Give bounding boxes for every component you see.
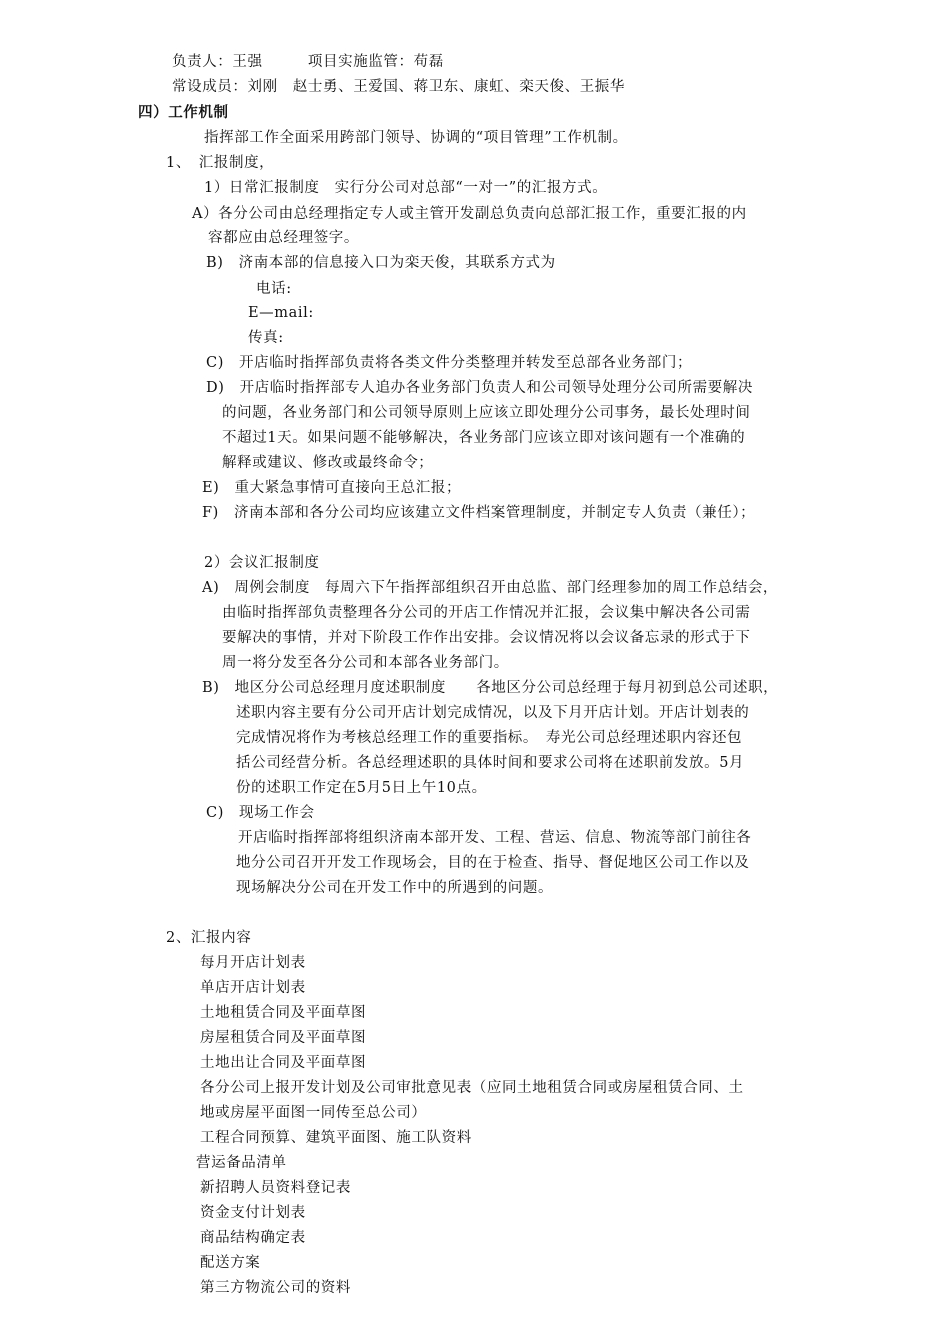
report-item: 新招聘人员资料登记表 bbox=[200, 1180, 351, 1196]
meeting-c: C) 现场工作会 bbox=[206, 805, 315, 821]
meeting-a-line3: 要解决的事情，并对下阶段工作作出安排。会议情况将以会议备忘录的形式于下 bbox=[222, 630, 751, 646]
item2-heading: 2、汇报内容 bbox=[166, 930, 252, 946]
meeting-b-line5: 份的述职工作定在5月5日上午10点。 bbox=[236, 780, 487, 796]
report-item: 各分公司上报开发计划及公司审批意见表（应同土地租赁合同或房屋租赁合同、土 bbox=[200, 1080, 744, 1096]
daily-a-line1: A）各分公司由总经理指定专人或主管开发副总负责向总部汇报工作，重要汇报的内 bbox=[192, 206, 747, 222]
meeting-b-line1: B) 地区分公司总经理月度述职制度 各地区分公司总经理于每月初到总公司述职， bbox=[202, 680, 779, 696]
daily-b: B) 济南本部的信息接入口为栾天俊，其联系方式为 bbox=[206, 255, 556, 271]
report-item: 房屋租赁合同及平面草图 bbox=[200, 1030, 367, 1046]
item1-heading: 1、 汇报制度， bbox=[166, 155, 275, 171]
meeting-report-heading: 2）会议汇报制度 bbox=[204, 555, 320, 571]
meeting-c-line3: 现场解决分公司在开发工作中的所遇到的问题。 bbox=[236, 880, 554, 896]
daily-d-line1: D) 开店临时指挥部专人追办各业务部门负责人和公司领导处理分公司所需要解决 bbox=[206, 380, 753, 396]
meeting-b-line2: 述职内容主要有分公司开店计划完成情况，以及下月开店计划。开店计划表的 bbox=[236, 705, 750, 721]
report-item: 土地租赁合同及平面草图 bbox=[200, 1005, 367, 1021]
meeting-b-line3: 完成情况将作为考核总经理工作的重要指标。 寿光公司总经理述职内容还包 bbox=[236, 730, 743, 746]
members-line: 常设成员：刘刚 赵士勇、王爱国、蒋卫东、康虹、栾天俊、王振华 bbox=[172, 79, 625, 95]
meeting-a-line2: 由临时指挥部负责整理各分公司的开店工作情况并汇报，会议集中解决各公司需 bbox=[222, 605, 751, 621]
report-item: 营运备品清单 bbox=[196, 1155, 287, 1171]
section-intro: 指挥部工作全面采用跨部门领导、协调的“项目管理”工作机制。 bbox=[204, 130, 628, 146]
report-item: 土地出让合同及平面草图 bbox=[200, 1055, 367, 1071]
meeting-c-line2: 地分公司召开开发工作现场会，目的在于检查、指导、督促地区公司工作以及 bbox=[236, 855, 750, 871]
daily-c: C) 开店临时指挥部负责将各类文件分类整理并转发至总部各业务部门； bbox=[206, 355, 693, 371]
meeting-a-line4: 周一将分发至各分公司和本部各业务部门。 bbox=[222, 655, 509, 671]
fax-label: 传真: bbox=[248, 330, 284, 346]
report-item: 资金支付计划表 bbox=[200, 1205, 306, 1221]
meeting-b-line4: 括公司经营分析。各总经理述职的具体时间和要求公司将在述职前发放。5月 bbox=[236, 755, 745, 771]
report-item-continuation: 地或房屋平面图一同传至总公司） bbox=[200, 1105, 427, 1121]
meeting-a-line1: A) 周例会制度 每周六下午指挥部组织召开由总监、部门经理参加的周工作总结会， bbox=[202, 580, 779, 596]
report-item: 每月开店计划表 bbox=[200, 955, 306, 971]
responsible-line: 负责人：王强 项目实施监管：苟磊 bbox=[172, 54, 444, 70]
email-label: E—mail: bbox=[248, 305, 314, 321]
report-item: 配送方案 bbox=[200, 1255, 261, 1271]
daily-d-line2: 的问题，各业务部门和公司领导原则上应该立即处理分公司事务，最长处理时间 bbox=[222, 405, 751, 421]
report-item: 商品结构确定表 bbox=[200, 1230, 306, 1246]
report-item: 第三方物流公司的资料 bbox=[200, 1280, 351, 1296]
daily-d-line4: 解释或建议、修改或最终命令； bbox=[222, 455, 434, 471]
daily-report-heading: 1）日常汇报制度 实行分公司对总部“一对一”的汇报方式。 bbox=[204, 180, 608, 196]
daily-e: E) 重大紧急事情可直接向王总汇报； bbox=[202, 480, 462, 496]
daily-f: F) 济南本部和各分公司均应该建立文件档案管理制度，并制定专人负责（兼任）； bbox=[202, 505, 756, 521]
meeting-c-line1: 开店临时指挥部将组织济南本部开发、工程、营运、信息、物流等部门前往各 bbox=[238, 830, 752, 846]
phone-label: 电话: bbox=[256, 281, 292, 297]
daily-a-line2: 容都应由总经理签字。 bbox=[208, 230, 359, 246]
daily-d-line3: 不超过1天。如果问题不能够解决，各业务部门应该立即对该问题有一个准确的 bbox=[222, 430, 746, 446]
report-item: 工程合同预算、建筑平面图、施工队资料 bbox=[200, 1130, 472, 1146]
report-item: 单店开店计划表 bbox=[200, 980, 306, 996]
section-heading: 四）工作机制 bbox=[138, 105, 229, 121]
